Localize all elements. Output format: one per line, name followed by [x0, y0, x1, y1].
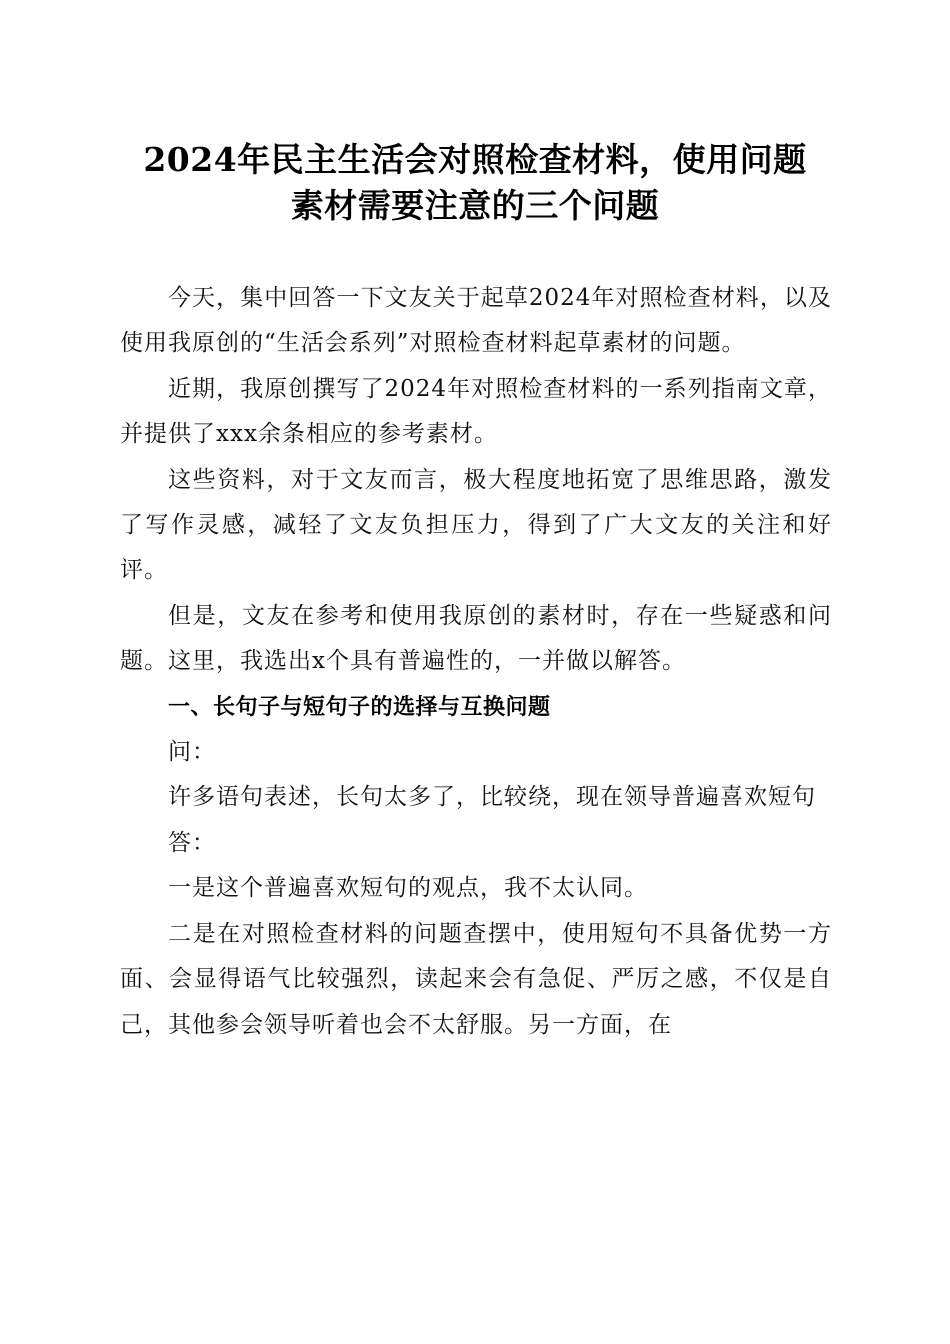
paragraph-materials: 这些资料，对于文友而言，极大程度地拓宽了思维思路，激发了写作灵感，减轻了文友负担压力，得到了广大文友的关注和好评。 — [120, 466, 832, 584]
paragraph-intro: 今天，集中回答一下文友关于起草2024年对照检查材料，以及使用我原创的“生活会系列”对照检查材料起草素材的问题。 — [120, 285, 832, 357]
document-title-line-1: 2024年民主生活会对照检查材料，使用问题 — [143, 140, 807, 179]
document-body — [120, 276, 832, 1048]
question-label: 问： — [168, 739, 216, 766]
section-heading-1: 一、长句子与短句子的选择与互换问题 — [168, 694, 551, 720]
paragraph-recent: 近期，我原创撰写了2024年对照检查材料的一系列指南文章，并提供了xxx余条相应的参考素材。 — [120, 375, 832, 448]
question-text: 许多语句表述，长句太多了，比较绕，现在领导普遍喜欢短句 — [168, 784, 816, 811]
answer-label: 答： — [168, 829, 216, 856]
answer-point-2: 二是在对照检查材料的问题查摆中，使用短句不具备优势一方面、会显得语气比较强烈，读起来会有急促、严厉之感，不仅是自己，其他参会领导听着也会不太舒服。另一方面，在 — [120, 920, 832, 1038]
paragraph-questions: 但是，文友在参考和使用我原创的素材时，存在一些疑惑和问题。这里，我选出x个具有普遍性的，一并做以解答。 — [120, 602, 832, 675]
document-title-line-2: 素材需要注意的三个问题 — [290, 186, 660, 225]
answer-point-1: 一是这个普遍喜欢短句的观点，我不太认同。 — [168, 875, 648, 902]
